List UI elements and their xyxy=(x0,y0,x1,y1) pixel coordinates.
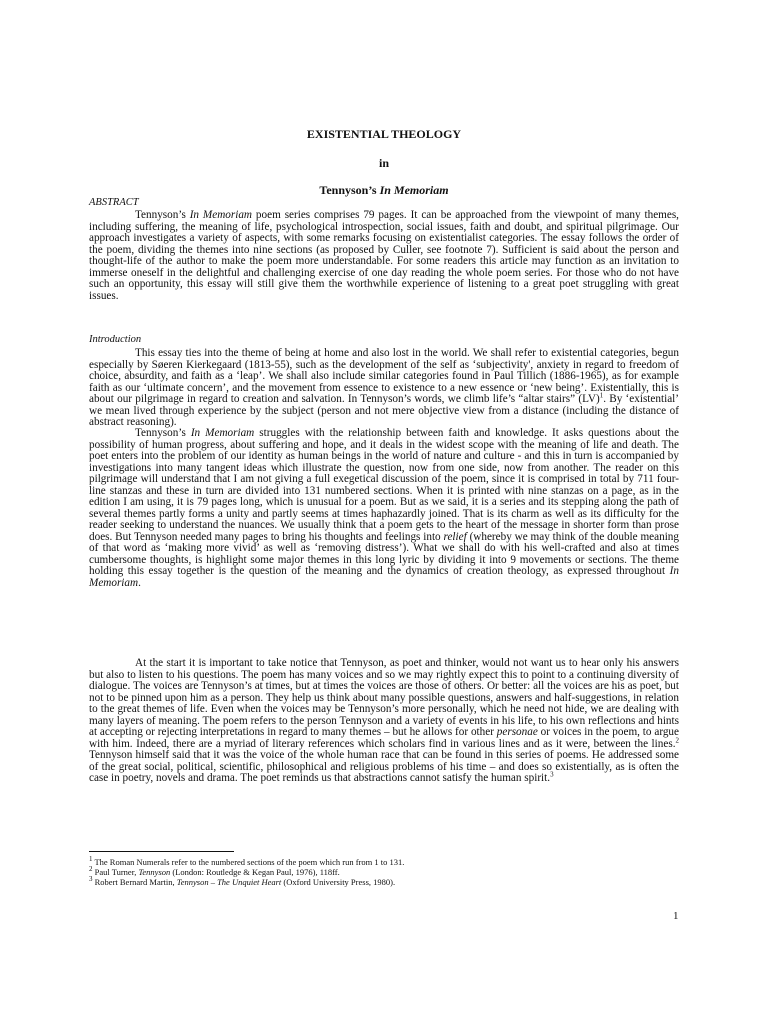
intro-p2-italic: In Memoriam xyxy=(190,427,255,439)
footnote-1 xyxy=(89,857,404,867)
title-line-3 xyxy=(89,184,679,197)
footnote-1-number: 1 xyxy=(89,855,93,864)
footnote-3-text-a: Robert Bernard Martin, xyxy=(92,877,177,887)
title-line-1: EXISTENTIAL THEOLOGY xyxy=(306,127,462,141)
introduction-heading: Introduction xyxy=(89,334,142,345)
footnote-2-italic: Tennyson xyxy=(138,867,171,877)
footnote-2-number: 2 xyxy=(89,865,93,874)
intro-paragraph-3 xyxy=(89,658,679,785)
footnote-2-text-a: Paul Turner, xyxy=(92,867,139,877)
title-line-3-italic: In Memoriam xyxy=(379,183,449,197)
footnote-ref-3[interactable]: 3 xyxy=(550,770,554,779)
footnote-ref-2[interactable]: 2 xyxy=(675,735,679,744)
intro-p3-text-a: At the start it is important to take notice that Tennyson, as poet and thinker, would not want us to hear only his answers but also to listen to his questions. The poem has many voices and so we may rightly expect this to point to a continuing diversity of dialogue. The voices are Tennyson’s at times, but at times the voices are those of others. Or better: all the voices are his as poet, but not to be pinned upon him as a person. They help us think about many possible questions, answers and half-suggestions, in relation to the great themes of life. Even when the voices may be Tennyson’s more personally, which he need not hide, we are dealing with many layers of meaning. The poem refers to the person Tennyson and a variety of events in his life, to his own reflections and hints at accepting or rejecting interpretations in regard to many themes – but he allows for other xyxy=(89,657,679,738)
abstract-text-a: Tennyson’s xyxy=(135,209,190,221)
footnote-3-number: 3 xyxy=(89,875,93,884)
footnote-1-text: The Roman Numerals refer to the numbered sections of the poem which run from 1 to 131. xyxy=(92,857,405,867)
intro-p1-text-b: . By ‘existential’ we mean lived through experience by the subject (person and not mere objective view from a distance (including the distance of abstract reasoning). xyxy=(89,393,679,428)
footnote-ref-1[interactable]: 1 xyxy=(599,391,604,400)
footnote-3-text-b: (Oxford University Press, 1980). xyxy=(281,877,396,887)
abstract-text-italic: In Memoriam xyxy=(189,209,253,221)
intro-p3-text-c: Tennyson himself said that it was the voice of the whole human race that can be found in this series of poems. He addressed some of the great social, political, scientific, philosophical and religious problems of his time – and does so existentially, as is often the case in poetry, novels and drama. The poet reminds us that abstractions cannot satisfy the human spirit. xyxy=(89,749,679,784)
intro-p3-text-b: or voices in the poem, to argue with him. Indeed, there are a myriad of literary references which scholars find in various lines and as it were, between the lines. xyxy=(89,726,679,750)
intro-p2-italic-2: relief xyxy=(443,530,467,543)
title-line-3-prefix: Tennyson’s xyxy=(319,183,380,197)
intro-p1-text-a: This essay ties into the theme of being at home and also lost in the world. We shall refer to existential categories, begun especially by Søeren Kierkegaard (1813-55), such as the development of the self as ‘subjectivity', anxiety in regard to freedom of choice, absurdity, and faith as a ‘leap’. We shall also include similar categories found in Paul Tillich (1886-1965), as for example faith as our ‘ultimate concern’, and the movement from essence to existence to a new essence or ‘new being’. Existentially, this is about our pilgrimage in regard to creation and salvation. In Tennyson’s words, we climb life’s “altar stairs” (LV) xyxy=(89,347,679,405)
footnote-3 xyxy=(89,877,395,887)
abstract-paragraph xyxy=(89,210,679,302)
intro-paragraph-2 xyxy=(89,428,679,589)
intro-p2-italic-3: In Memoriam xyxy=(89,565,679,589)
title-line-2: in xyxy=(378,156,389,170)
footnote-2-text-b: (London: Routledge & Kegan Paul, 1976), 118ff. xyxy=(170,867,340,877)
page-number: 1 xyxy=(673,910,679,922)
footnote-2 xyxy=(89,867,340,877)
intro-p2-text-a: Tennyson’s xyxy=(135,427,191,439)
intro-p2-text-c: (whereby we may think of the double meaning of that word as ‘making more vivid’ as well as ‘removing distress’). What we shall do with his well-crafted and also at times cumbersome thoughts, is highlight some major themes in this long lyric by dividing it into 9 movements or sections. The theme holding this essay together is the question of the meaning and the dynamics of creation theology, as expressed throughout xyxy=(89,530,679,577)
intro-p2-text-b: struggles with the relationship between faith and knowledge. It asks questions about the possibility of human progress, about suffering and hope, and it deals in the widest scope with the meaning of life and death. The poet enters into the problem of our identity as human beings in the world of nature and culture - and this in turn is accompanied by investigations into many tangent ideas which illustrate the question, now from one side, now from another. The reader on this pilgrimage will understand that I am not giving a full exegetical discussion of the poem, since it is comprised in total by 711 four-line stanzas and these in turn are divided into 131 numbered sections. When it is printed with nine stanzas on a page, as in the edition I am using, it is 79 pages long, which is unusual for a poem. But as we said, it is a series and its stepping along the path of several themes partly forms a unity and partly seems at times haphazardly joined. That is its charm as well as its difficulty for the reader seeking to understand the nuances. We usually think that a poem gets to the heart of the message in shorter form than prose does. But Tennyson needed many pages to bring his thoughts and feelings into xyxy=(89,427,679,543)
intro-paragraph-1 xyxy=(89,348,679,429)
footnote-divider xyxy=(89,851,234,852)
footnote-3-italic: Tennyson – The Unquiet Heart xyxy=(176,877,282,887)
abstract-text-b: poem series comprises 79 pages. It can be approached from the viewpoint of many themes, including suffering, the meaning of life, psychological introspection, social issues, faith and doubt, and spiritual pilgrimage. Our approach investigates a variety of aspects, with some remarks focusing on existentialist categories. The essay follows the order of the poem, dividing the themes into nine sections (as proposed by Culler, see footnote 7). Sufficient is said about the person and thought-life of the author to make the poem more understandable. For some readers this article may function as an invitation to immerse oneself in the delightful and challenging exercise of one day reading the whole poem series. For those who do not have such an opportunity, this essay will still give them the worthwhile experience of listening to a great poet struggling with great issues. xyxy=(89,209,679,302)
abstract-heading: ABSTRACT xyxy=(89,197,139,208)
intro-p2-text-d: . xyxy=(138,576,141,589)
intro-p3-italic: personae xyxy=(496,726,538,738)
